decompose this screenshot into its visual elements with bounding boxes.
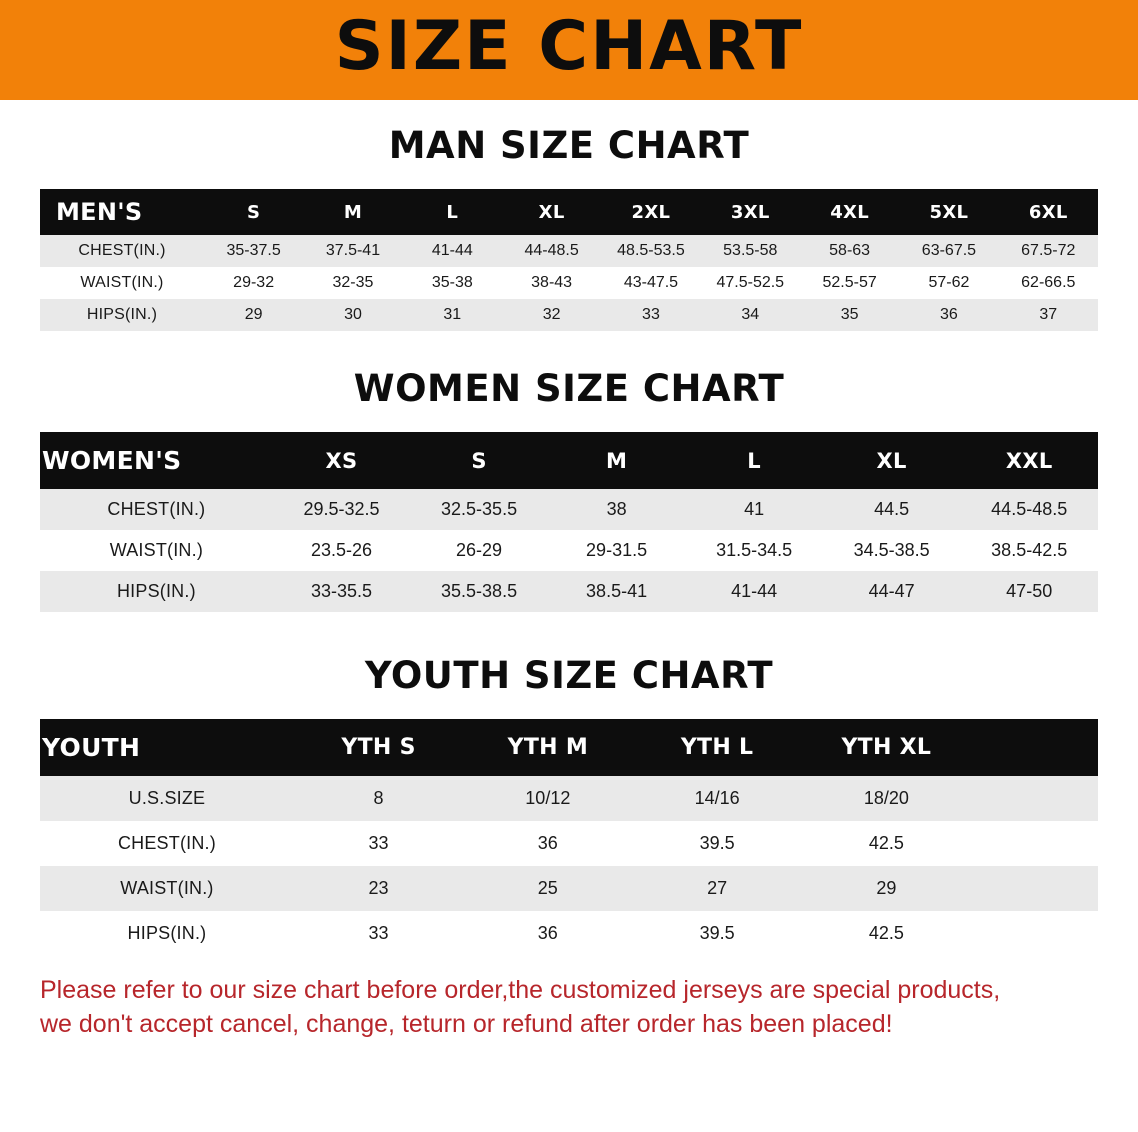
- cell: 10/12: [463, 776, 632, 821]
- page-title: SIZE CHART: [334, 7, 804, 86]
- youth-col-header: YTH S: [294, 719, 463, 776]
- cell: 31: [403, 299, 502, 331]
- cell: 33: [294, 911, 463, 956]
- row-label: HIPS(IN.): [40, 299, 204, 331]
- cell: 8: [294, 776, 463, 821]
- row-label: WAIST(IN.): [40, 267, 204, 299]
- cell: 34: [701, 299, 800, 331]
- row-label: HIPS(IN.): [40, 911, 294, 956]
- man-size-table: [40, 189, 1098, 331]
- cell: 42.5: [802, 821, 971, 866]
- women-table-wrapper: [40, 432, 1098, 612]
- cell: 30: [303, 299, 402, 331]
- youth-section-heading: YOUTH SIZE CHART: [364, 654, 774, 697]
- cell: 29.5-32.5: [273, 489, 411, 530]
- cell: 42.5: [802, 911, 971, 956]
- table-row: [40, 489, 1098, 530]
- cell: 29-31.5: [548, 530, 686, 571]
- cell: 38-43: [502, 267, 601, 299]
- cell: 33: [601, 299, 700, 331]
- women-col-header: XXL: [960, 432, 1098, 489]
- cell: 32: [502, 299, 601, 331]
- cell: 38.5-42.5: [960, 530, 1098, 571]
- cell: 26-29: [410, 530, 548, 571]
- cell: 27: [632, 866, 801, 911]
- cell: 31.5-34.5: [685, 530, 823, 571]
- man-col-header: M: [303, 189, 402, 235]
- size-chart-banner: [0, 0, 1138, 100]
- man-col-header: 3XL: [701, 189, 800, 235]
- cell: 18/20: [802, 776, 971, 821]
- cell: 23: [294, 866, 463, 911]
- cell: 52.5-57: [800, 267, 899, 299]
- table-row: [40, 911, 1098, 956]
- man-col-header: 4XL: [800, 189, 899, 235]
- man-section-heading: MAN SIZE CHART: [388, 124, 750, 167]
- cell: 58-63: [800, 235, 899, 267]
- row-label: CHEST(IN.): [40, 235, 204, 267]
- row-label: HIPS(IN.): [40, 571, 273, 612]
- man-table-wrapper: [40, 189, 1098, 331]
- cell: 67.5-72: [999, 235, 1098, 267]
- cell: 44.5: [823, 489, 961, 530]
- table-row: [40, 571, 1098, 612]
- youth-header-spacer: [971, 719, 1098, 776]
- women-col-header: L: [685, 432, 823, 489]
- man-corner-label: MEN'S: [40, 189, 204, 235]
- man-col-header: XL: [502, 189, 601, 235]
- cell: 53.5-58: [701, 235, 800, 267]
- women-col-header: S: [410, 432, 548, 489]
- cell: 36: [463, 821, 632, 866]
- row-label: CHEST(IN.): [40, 489, 273, 530]
- man-col-header: 5XL: [899, 189, 998, 235]
- cell: 39.5: [632, 911, 801, 956]
- disclaimer-line-1: Please refer to our size chart before order,the customized jerseys are special products,: [40, 976, 1001, 1004]
- cell: 47.5-52.5: [701, 267, 800, 299]
- women-col-header: XS: [273, 432, 411, 489]
- cell: 34.5-38.5: [823, 530, 961, 571]
- cell: 47-50: [960, 571, 1098, 612]
- women-section-heading: WOMEN SIZE CHART: [353, 367, 785, 410]
- cell: 32-35: [303, 267, 402, 299]
- cell: 44.5-48.5: [960, 489, 1098, 530]
- cell: 62-66.5: [999, 267, 1098, 299]
- cell-spacer: [971, 866, 1098, 911]
- man-col-header: S: [204, 189, 303, 235]
- youth-table-wrapper: [40, 719, 1098, 956]
- cell: 38: [548, 489, 686, 530]
- cell: 25: [463, 866, 632, 911]
- cell: 39.5: [632, 821, 801, 866]
- row-label: WAIST(IN.): [40, 530, 273, 571]
- youth-col-header: YTH XL: [802, 719, 971, 776]
- cell: 41-44: [685, 571, 823, 612]
- youth-size-table: [40, 719, 1098, 956]
- cell: 44-48.5: [502, 235, 601, 267]
- cell: 37: [999, 299, 1098, 331]
- cell: 35-38: [403, 267, 502, 299]
- table-row: [40, 267, 1098, 299]
- cell: 29: [204, 299, 303, 331]
- women-col-header: M: [548, 432, 686, 489]
- disclaimer-line-2: we don't accept cancel, change, teturn or refund after order has been placed!: [40, 1009, 893, 1038]
- cell: 33: [294, 821, 463, 866]
- disclaimer-note: [40, 974, 1098, 1042]
- cell: 29-32: [204, 267, 303, 299]
- cell: 33-35.5: [273, 571, 411, 612]
- cell: 29: [802, 866, 971, 911]
- cell: 36: [463, 911, 632, 956]
- cell: 35.5-38.5: [410, 571, 548, 612]
- man-col-header: 2XL: [601, 189, 700, 235]
- youth-col-header: YTH L: [632, 719, 801, 776]
- cell: 32.5-35.5: [410, 489, 548, 530]
- table-row: [40, 530, 1098, 571]
- row-label: U.S.SIZE: [40, 776, 294, 821]
- table-row: [40, 299, 1098, 331]
- cell: 35: [800, 299, 899, 331]
- cell: 37.5-41: [303, 235, 402, 267]
- cell: 48.5-53.5: [601, 235, 700, 267]
- cell: 23.5-26: [273, 530, 411, 571]
- cell-spacer: [971, 821, 1098, 866]
- cell: 63-67.5: [899, 235, 998, 267]
- table-row: [40, 235, 1098, 267]
- table-row: [40, 821, 1098, 866]
- table-row: [40, 776, 1098, 821]
- youth-corner-label: YOUTH: [40, 719, 294, 776]
- table-header-row: [40, 189, 1098, 235]
- table-header-row: [40, 432, 1098, 489]
- row-label: WAIST(IN.): [40, 866, 294, 911]
- cell: 36: [899, 299, 998, 331]
- cell: 43-47.5: [601, 267, 700, 299]
- cell: 41: [685, 489, 823, 530]
- cell-spacer: [971, 776, 1098, 821]
- row-label: CHEST(IN.): [40, 821, 294, 866]
- cell: 57-62: [899, 267, 998, 299]
- cell: 41-44: [403, 235, 502, 267]
- women-corner-label: WOMEN'S: [40, 432, 273, 489]
- cell: 44-47: [823, 571, 961, 612]
- man-col-header: 6XL: [999, 189, 1098, 235]
- youth-col-header: YTH M: [463, 719, 632, 776]
- table-row: [40, 866, 1098, 911]
- cell: 35-37.5: [204, 235, 303, 267]
- cell: 14/16: [632, 776, 801, 821]
- cell: 38.5-41: [548, 571, 686, 612]
- women-col-header: XL: [823, 432, 961, 489]
- man-col-header: L: [403, 189, 502, 235]
- cell-spacer: [971, 911, 1098, 956]
- table-header-row: [40, 719, 1098, 776]
- women-size-table: [40, 432, 1098, 612]
